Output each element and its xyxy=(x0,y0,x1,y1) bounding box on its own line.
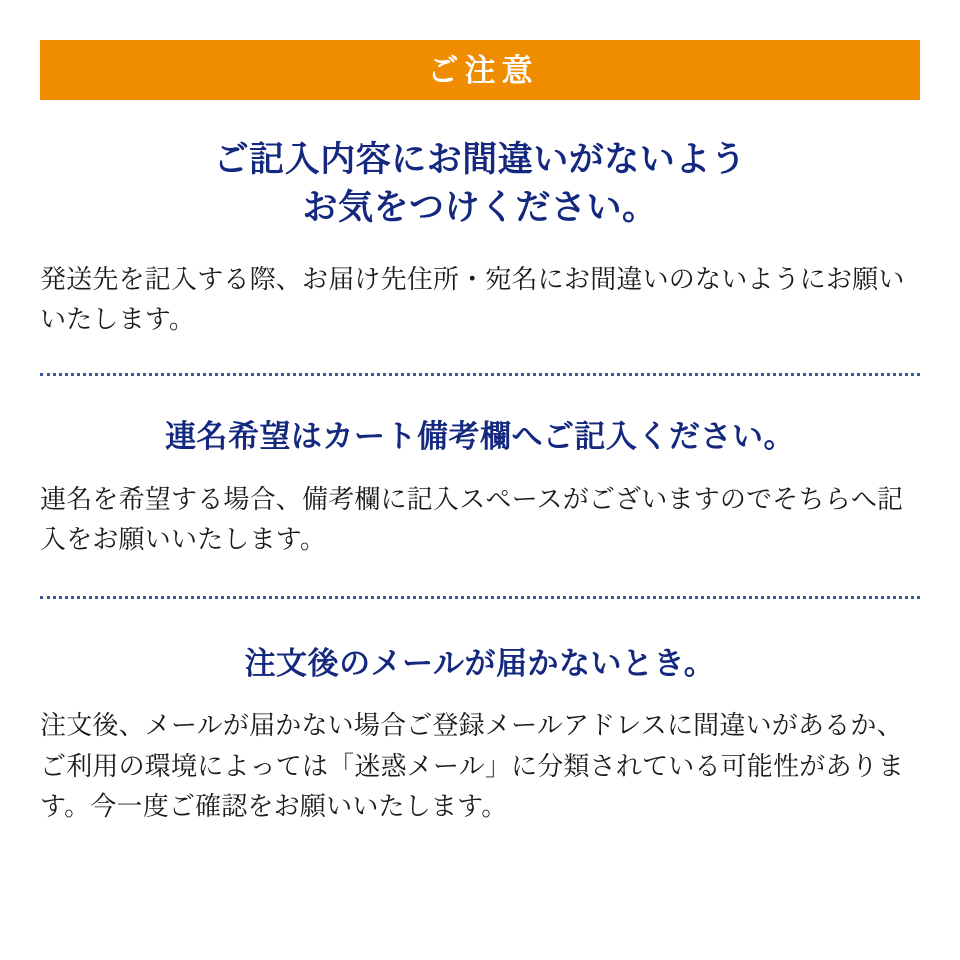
notice-banner-title: ご注意 xyxy=(427,52,539,88)
notice-banner xyxy=(40,40,920,100)
notice-section-email xyxy=(40,643,920,827)
notice-section-address xyxy=(40,136,920,339)
notice-section-joint-name xyxy=(40,416,920,559)
spacer-1 xyxy=(40,376,920,416)
section-2-body: 連名を希望する場合、備考欄に記入スペースがございますのでそちらへ記入をお願いいたします。 xyxy=(40,483,904,555)
section-3-body: 注文後、メールが届かない場合ご登録メールアドレスに間違いがあるか、ご利用の環境によっては「迷惑メール」に分類されている可能性があります。今一度ご確認をお願いいたします。 xyxy=(40,710,905,821)
notice-content xyxy=(40,100,920,826)
section-1-body: 発送先を記入する際、お届け先住所・宛名にお間違いのないようにお願いいたします。 xyxy=(40,263,905,334)
section-divider-1 xyxy=(40,373,920,376)
section-3-heading xyxy=(40,643,920,686)
section-2-heading xyxy=(40,416,920,459)
spacer-2 xyxy=(40,599,920,643)
section-1-heading-line2: お気をつけください。 xyxy=(302,188,658,228)
section-1-heading-line1: ご記入内容にお間違いがないよう xyxy=(213,140,747,179)
section-3-heading-line1: 注文後のメールが届かないとき。 xyxy=(244,645,716,681)
section-2-heading-line1: 連名希望はカート備考欄へご記入ください。 xyxy=(165,419,795,455)
section-divider-2 xyxy=(40,596,920,599)
section-1-heading xyxy=(40,136,920,233)
